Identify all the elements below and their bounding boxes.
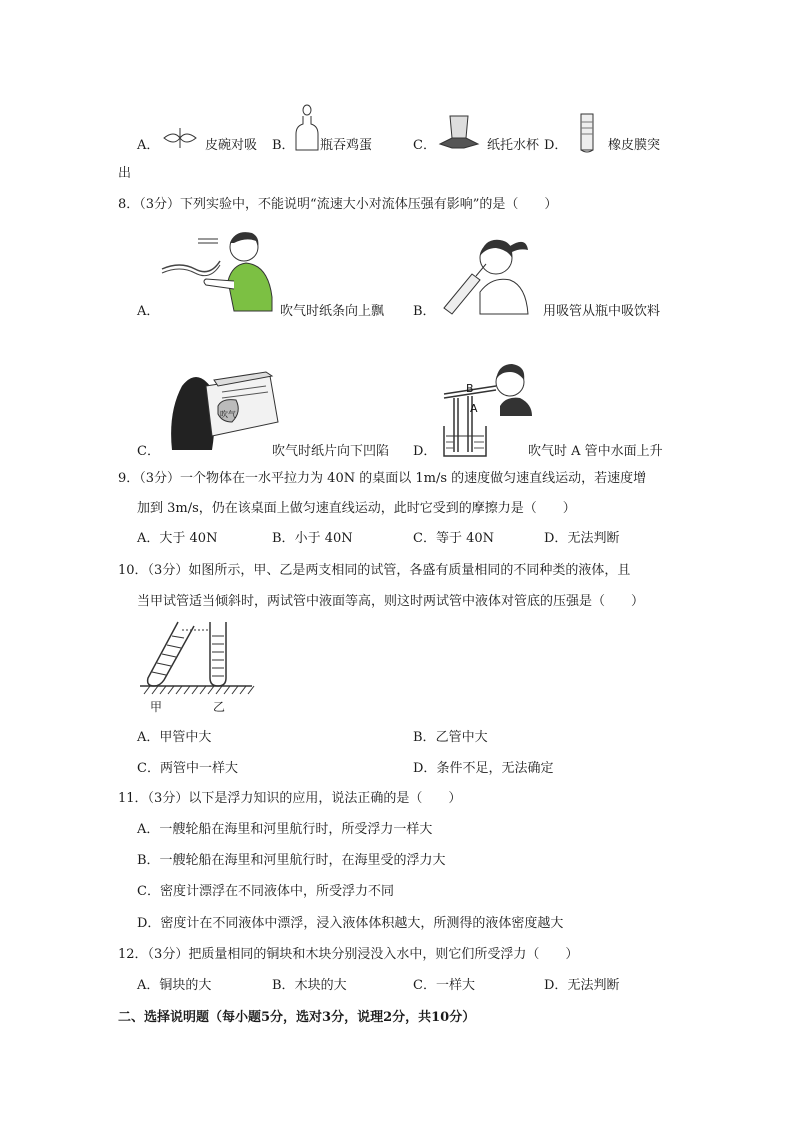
section-2-heading: 二、选择说明题（每小题5分，选对3分，说理2分，共10分）: [118, 1010, 476, 1025]
q10-option-c: C．两管中一样大: [137, 761, 238, 776]
boy-blowing-tube-beaker-figure: [440, 356, 532, 460]
q9-stem-line2: 加到 3m/s，仍在该桌面上做匀速直线运动，此时它受到的摩擦力是（ ）: [137, 501, 576, 516]
q11-option-d: D．密度计在不同液体中漂浮，浸入液体体积越大，所测得的液体密度越大: [137, 916, 564, 931]
girl-drinking-with-straw-figure: [440, 228, 532, 318]
q9-option-d-text: 无法判断: [567, 531, 620, 546]
q9-option-c-text: 等于 40N: [435, 531, 495, 546]
q7-option-c-letter: C．: [413, 138, 436, 153]
q10-option-b: B．乙管中大: [413, 730, 488, 745]
paper-cup-figure: [436, 112, 482, 152]
suction-cups-figure: [160, 120, 200, 156]
q9-option-c-letter: C．: [413, 531, 436, 546]
man-blowing-paper-bridge-figure: [162, 362, 280, 454]
q7-option-b-text: 瓶吞鸡蛋: [320, 138, 373, 153]
tube-a-label: A: [470, 402, 478, 415]
q12-stem: 12．（3分）把质量相同的铜块和木块分别浸没入水中，则它们所受浮力（ ）: [118, 947, 579, 962]
bottle-egg-figure: [292, 104, 322, 154]
tube-jia-label: 甲: [150, 700, 163, 714]
q7-option-d-letter: D．: [544, 138, 568, 153]
q8-option-c-text: 吹气时纸片向下凹陷: [272, 444, 390, 459]
q7-option-b-letter: B．: [272, 138, 295, 153]
q9-stem-line1: 9．（3分）一个物体在一水平拉力为 40N 的桌面以 1m/s 的速度做匀速直线运动，若速度增: [118, 471, 647, 486]
q8-option-c-letter: C．: [137, 444, 160, 459]
rubber-membrane-tube-figure: [576, 112, 598, 154]
test-tubes-figure: [138, 620, 256, 696]
blow-label: 吹气: [220, 410, 236, 419]
q9-option-b-letter: B．: [272, 531, 295, 546]
q10-stem-line1: 10．（3分）如图所示，甲、乙是两支相同的试管，各盛有质量相同的不同种类的液体，且: [118, 563, 631, 578]
boy-blowing-paper-strip-figure: [160, 225, 280, 317]
tube-b-label: B: [466, 382, 474, 395]
q10-stem-line2: 当甲试管适当倾斜时，两试管中液面等高，则这时两试管中液体对管底的压强是（ ）: [137, 594, 645, 609]
q9-option-d-letter: D．: [544, 531, 568, 546]
q12-option-d: D．无法判断: [544, 978, 620, 993]
q9-option-a-letter: A．: [137, 531, 160, 546]
q10-option-a: A．甲管中大: [137, 730, 212, 745]
q11-option-c: C．密度计漂浮在不同液体中，所受浮力不同: [137, 884, 394, 899]
q9-option-b-text: 小于 40N: [294, 531, 353, 546]
tube-yi-label: 乙: [213, 700, 226, 714]
q8-option-a-letter: A．: [137, 304, 160, 319]
q8-option-a-text: 吹气时纸条向上飘: [280, 304, 385, 319]
q7-wrap-text: 出: [118, 166, 132, 181]
q12-option-c: C．一样大: [413, 978, 475, 993]
q10-option-d: D．条件不足，无法确定: [413, 761, 554, 776]
q7-option-a-letter: A．: [137, 138, 160, 153]
q11-stem: 11．（3分）以下是浮力知识的应用，说法正确的是（ ）: [118, 791, 462, 806]
q8-option-b-text: 用吸管从瓶中吸饮料: [543, 304, 661, 319]
q7-option-d-text: 橡皮膜突: [608, 138, 661, 153]
q8-option-b-letter: B．: [413, 304, 436, 319]
q11-option-a: A．一艘轮船在海里和河里航行时，所受浮力一样大: [137, 822, 433, 837]
q12-option-b: B．木块的大: [272, 978, 347, 993]
q9-option-a-text: 大于 40N: [159, 531, 218, 546]
q7-option-a-text: 皮碗对吸: [205, 138, 258, 153]
q12-option-a: A．铜块的大: [137, 978, 212, 993]
q8-option-d-letter: D．: [413, 444, 437, 459]
q11-option-b: B．一艘轮船在海里和河里航行时，在海里受的浮力大: [137, 853, 446, 868]
q8-option-d-text: 吹气时 A 管中水面上升: [528, 444, 663, 459]
q8-stem: 8．（3分）下列实验中，不能说明“流速大小对流体压强有影响”的是（ ）: [118, 197, 558, 212]
q7-option-c-text: 纸托水杯: [487, 138, 540, 153]
